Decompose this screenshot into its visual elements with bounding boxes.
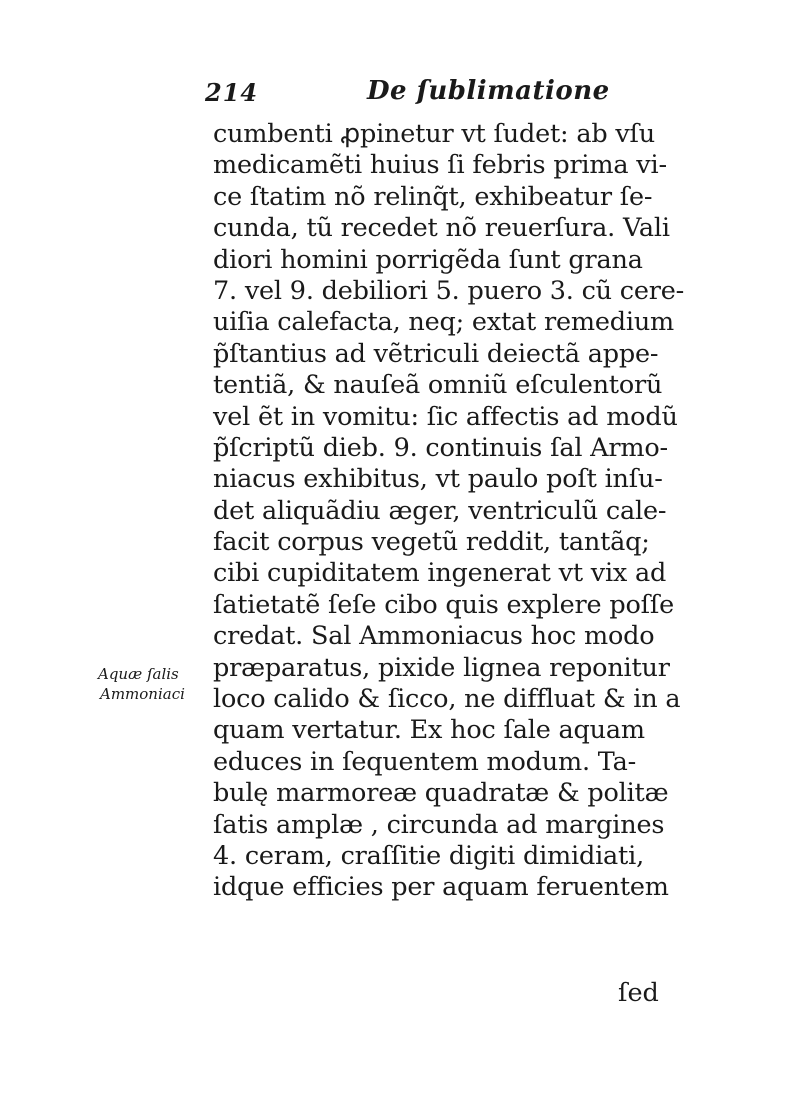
text-line: ſatis amplæ , circunda ad margines bbox=[213, 809, 665, 840]
text-line: credat. Sal Ammoniacus hoc modo bbox=[213, 621, 655, 652]
text-line: cibi cupiditatem ingenerat vt vix ad bbox=[213, 558, 667, 589]
margin-note bbox=[98, 664, 210, 704]
text-line: præparatus, pixide lignea reponitur bbox=[213, 652, 670, 683]
running-head: De ſublimatione bbox=[367, 76, 610, 106]
body-text bbox=[213, 119, 685, 904]
text-line: medicamẽti huius ſi febris prima vi- bbox=[213, 150, 667, 181]
catchword: ſed bbox=[618, 978, 659, 1008]
margin-note-line-2: Ammoniaci bbox=[100, 685, 185, 703]
text-line: quam vertatur. Ex hoc ſale aquam bbox=[213, 715, 645, 746]
text-line: educes in ſequentem modum. Ta- bbox=[213, 746, 637, 777]
text-line: p̃ſtantius ad vẽtriculi deiectã appe- bbox=[213, 338, 659, 369]
text-line: det aliquãdiu æger, ventriculũ cale- bbox=[213, 495, 667, 526]
text-line: ſatietatẽ ſeſe cibo quis explere poſſe bbox=[213, 589, 674, 620]
text-line: cunda, tũ recedet nõ reuerſura. Vali bbox=[213, 213, 670, 244]
page-header bbox=[205, 74, 665, 114]
text-line: p̃ſcriptũ dieb. 9. continuis ſal Armo- bbox=[213, 432, 668, 463]
margin-note-line-1: Aquæ ſalis bbox=[98, 665, 179, 683]
text-line: niacus exhibitus, vt paulo poſt inſu- bbox=[213, 464, 663, 495]
text-line: cumbenti ꝓpinetur vt ſudet: ab vſu bbox=[213, 119, 656, 149]
text-line: diori homini porrigẽda ſunt grana bbox=[213, 244, 643, 275]
text-line: ce ſtatim nõ relinq̃t, exhibeatur ſe- bbox=[213, 181, 653, 212]
text-line: vel ẽt in vomitu: ſic affectis ad modũ bbox=[213, 401, 678, 432]
text-line: bulę marmoreæ quadratæ & politæ bbox=[213, 778, 669, 809]
text-line: facit corpus vegetũ reddit, tantãq; bbox=[213, 527, 650, 558]
text-line: uiſia calefacta, neq; extat remedium bbox=[213, 307, 675, 338]
text-line: loco calido & ſicco, ne diffluat & in a bbox=[213, 684, 681, 715]
text-line: 7. vel 9. debiliori 5. puero 3. cũ cere- bbox=[213, 275, 685, 306]
text-line: idque efficies per aquam feruentem bbox=[213, 872, 669, 903]
text-line: tentiã, & nauſeã omniũ eſculentorũ bbox=[213, 370, 663, 401]
page-number: 214 bbox=[205, 78, 259, 107]
text-line: 4. ceram, craſſitie digiti dimidiati, bbox=[213, 840, 644, 871]
